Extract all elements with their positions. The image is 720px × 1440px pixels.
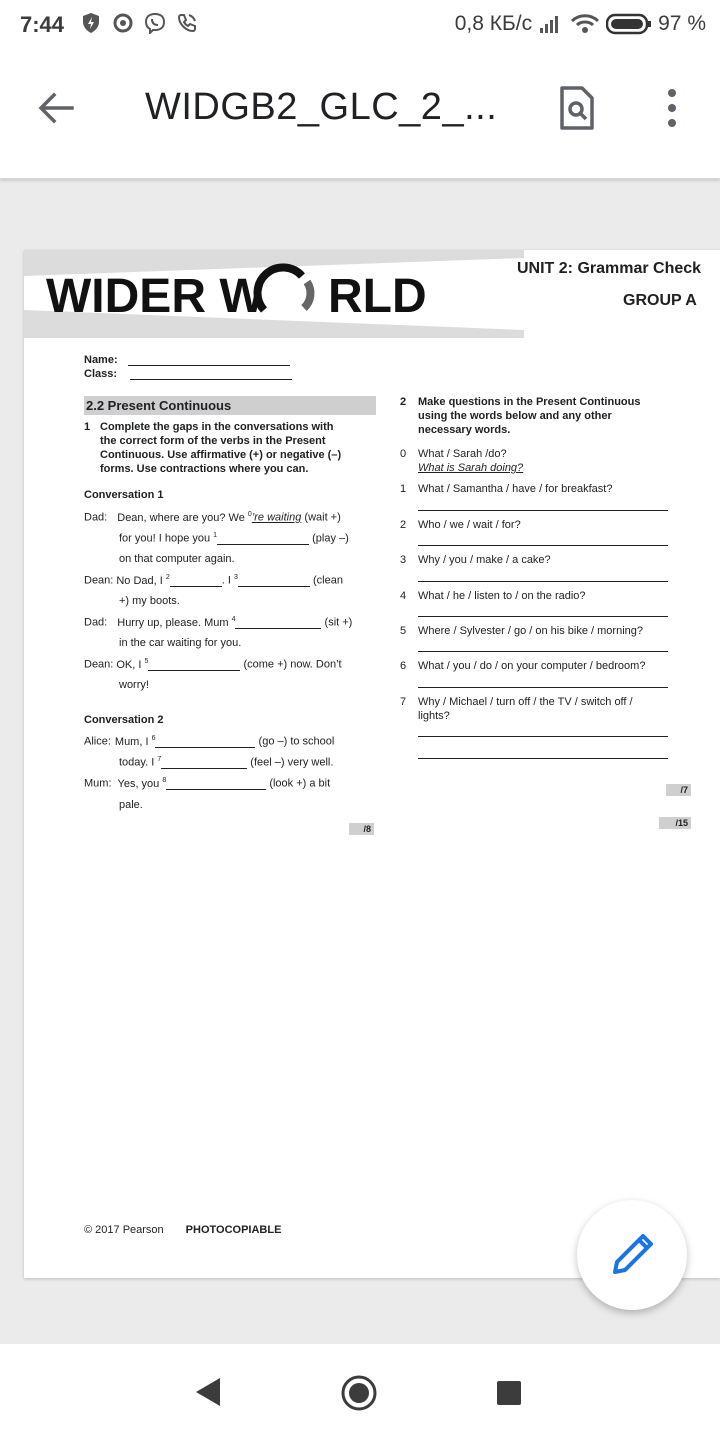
document-page[interactable] [24,250,720,1278]
score-box-task-1: /8 [349,823,374,835]
group-label: GROUP A [623,292,697,309]
answer-line-7a[interactable] [418,736,668,737]
conv1-line-8: Dean: OK, I $^5$ (come +) now. Don’t [84,658,342,671]
conversation-2-heading: Conversation 2 [84,714,164,726]
conv1-line-2: for you! I hope you $^1$ (play –) [119,532,349,545]
section-heading: 2.2 Present Continuous [84,396,376,415]
shield-icon [80,12,102,34]
battery-percent: 97 % [658,12,706,35]
svg-text:WIDER W: WIDER W [46,270,265,323]
edit-fab-button[interactable] [577,1200,687,1310]
conv1-line-6: Dad: Hurry up, please. Mum $^4$ (sit +) [84,616,353,629]
wider-world-logo [24,250,524,338]
conv2-line-4: pale. [119,799,143,811]
answer-line-2[interactable] [418,545,668,546]
question-2: 2 Who / we / wait / for? [400,519,521,531]
signal-icon [538,14,564,34]
conv1-line-4: Dean: No Dad, I $^2$ . I $^3$ (clean [84,574,343,587]
conversation-1-heading: Conversation 1 [84,489,164,501]
answer-line-7b[interactable] [418,758,668,759]
conv1-line-5: +) my boots. [119,595,180,607]
question-0: 0 What / Sarah /do? [400,448,507,460]
answer-line-4[interactable] [418,616,668,617]
conv2-line-2: today. I $^7$ (feel –) very well. [119,756,334,769]
name-field: Name: [84,354,290,366]
nav-home-icon[interactable] [340,1374,378,1412]
phone-icon [176,12,198,34]
more-vert-icon[interactable] [650,82,694,134]
task-1-instructions: 1 Complete the gaps in the conversations with the correct form of the verbs in the Present Continuous. Use affirmative (+) or negative (–) forms. Use contractions where you can. [84,421,342,475]
conv1-line-9: worry! [119,679,149,691]
question-7-continued: lights? [418,710,450,722]
question-0-answer: What is Sarah doing? [418,462,524,474]
conv1-line-1: Dad: Dean, where are you? We $^0$’re waiting (wait +) [84,511,341,524]
nav-back-icon[interactable] [194,1376,222,1408]
unit-title: UNIT 2: Grammar Check [517,260,702,277]
page-footer: © 2017 Pearson PHOTOCOPIABLE [84,1224,282,1236]
network-speed: 0,8 КБ/с [454,12,533,35]
task-2-instructions: 2 Make questions in the Present Continuous using the words below and any other necessary words. [400,396,641,436]
question-1: 1 What / Samantha / have / for breakfast? [400,483,613,495]
question-3: 3 Why / you / make / a cake? [400,554,551,566]
answer-line-1[interactable] [418,510,668,511]
question-7: 7 Why / Michael / turn off / the TV / switch off / [400,696,633,708]
conv2-line-3: Mum: Yes, you $^8$ (look +) a bit [84,777,331,790]
app-bar [0,52,720,179]
class-field: Class: [84,368,292,380]
status-bar [0,0,720,52]
document-title: WIDGB2_GLC_2_... [145,86,498,128]
answer-line-5[interactable] [418,651,668,652]
score-box-task-2: /7 [666,784,691,796]
conv2-line-1: Alice: Mum, I $^6$ (go –) to school [84,735,335,748]
status-time: 7:44 [20,12,65,37]
conv1-line-3: on that computer again. [119,553,235,565]
wifi-icon [570,13,600,35]
answer-line-3[interactable] [418,581,668,582]
edit-pencil-icon [577,1200,687,1310]
question-4: 4 What / he / listen to / on the radio? [400,590,586,602]
score-box-total: /15 [659,817,691,829]
battery-icon [606,13,652,35]
svg-text:RLD: RLD [328,270,427,323]
nav-recents-icon[interactable] [496,1380,522,1406]
viber-icon [144,12,166,34]
question-6: 6 What / you / do / on your computer / bedroom? [400,660,646,672]
navigation-bar [0,1344,720,1440]
find-in-document-icon[interactable] [552,82,600,134]
answer-line-6[interactable] [418,687,668,688]
conv1-line-7: in the car waiting for you. [119,637,242,649]
question-5: 5 Where / Sylvester / go / on his bike / morning? [400,625,643,637]
back-arrow-icon[interactable] [30,82,82,134]
sync-icon [112,12,134,34]
